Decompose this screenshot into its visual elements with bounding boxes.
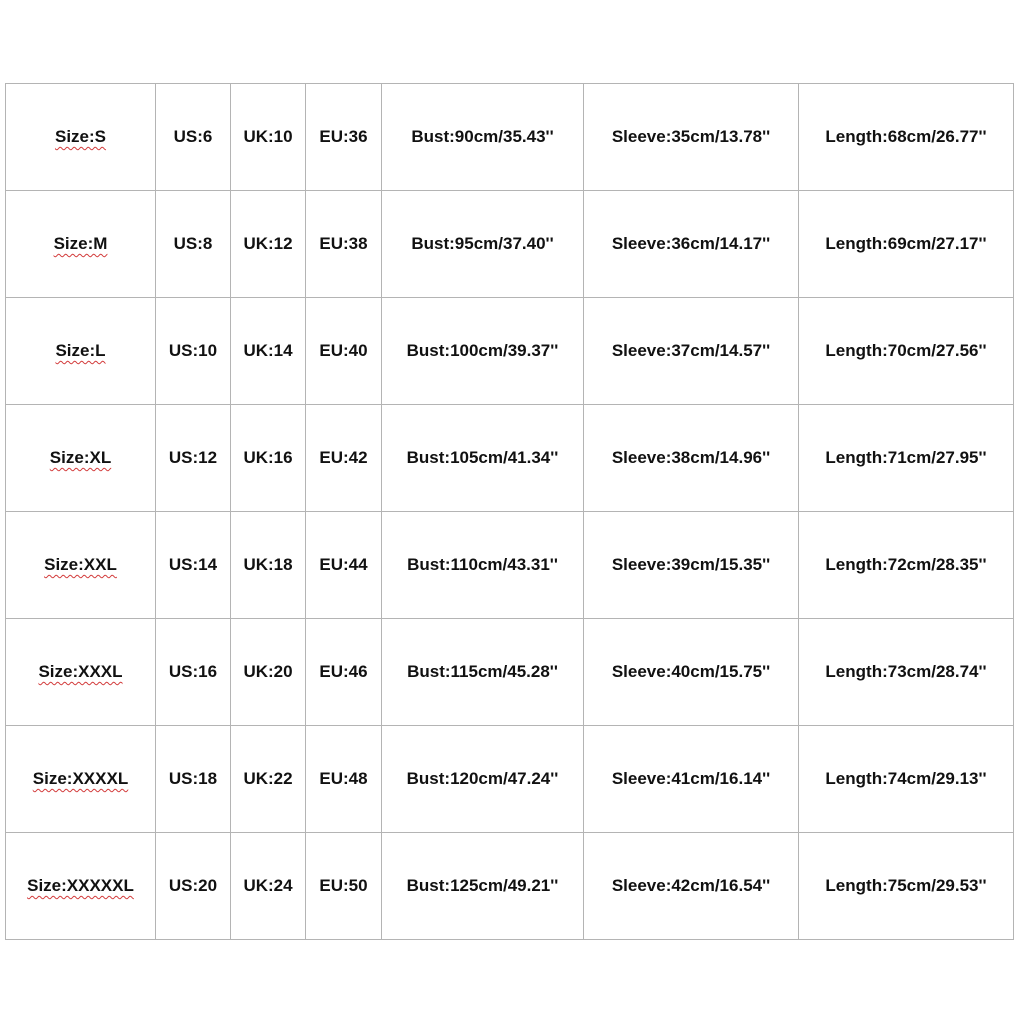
- length-cell: Length:70cm/27.56'': [799, 298, 1014, 405]
- sleeve-cell: Sleeve:40cm/15.75'': [584, 619, 799, 726]
- table-row: [6, 298, 1014, 405]
- eu-size-cell: EU:50: [306, 833, 382, 940]
- size-cell: Size:XXXXL: [6, 726, 156, 833]
- sleeve-cell: Sleeve:41cm/16.14'': [584, 726, 799, 833]
- table-row: [6, 84, 1014, 191]
- size-cell: Size:XL: [6, 405, 156, 512]
- uk-size-cell: UK:14: [231, 298, 306, 405]
- length-cell: Length:69cm/27.17'': [799, 191, 1014, 298]
- bust-cell: Bust:125cm/49.21'': [382, 833, 584, 940]
- size-cell: Size:XXXXXL: [6, 833, 156, 940]
- us-size-cell: US:20: [156, 833, 231, 940]
- length-cell: Length:75cm/29.53'': [799, 833, 1014, 940]
- eu-size-cell: EU:44: [306, 512, 382, 619]
- table-row: [6, 512, 1014, 619]
- sleeve-cell: Sleeve:39cm/15.35'': [584, 512, 799, 619]
- sleeve-cell: Sleeve:38cm/14.96'': [584, 405, 799, 512]
- sleeve-cell: Sleeve:35cm/13.78'': [584, 84, 799, 191]
- uk-size-cell: UK:20: [231, 619, 306, 726]
- length-cell: Length:73cm/28.74'': [799, 619, 1014, 726]
- size-cell: Size:M: [6, 191, 156, 298]
- bust-cell: Bust:120cm/47.24'': [382, 726, 584, 833]
- bust-cell: Bust:115cm/45.28'': [382, 619, 584, 726]
- table-row: [6, 405, 1014, 512]
- length-cell: Length:68cm/26.77'': [799, 84, 1014, 191]
- uk-size-cell: UK:22: [231, 726, 306, 833]
- table-row: [6, 726, 1014, 833]
- sleeve-cell: Sleeve:37cm/14.57'': [584, 298, 799, 405]
- eu-size-cell: EU:38: [306, 191, 382, 298]
- us-size-cell: US:10: [156, 298, 231, 405]
- table-row: [6, 191, 1014, 298]
- size-cell: Size:L: [6, 298, 156, 405]
- sleeve-cell: Sleeve:36cm/14.17'': [584, 191, 799, 298]
- table-row: [6, 619, 1014, 726]
- eu-size-cell: EU:36: [306, 84, 382, 191]
- us-size-cell: US:16: [156, 619, 231, 726]
- eu-size-cell: EU:46: [306, 619, 382, 726]
- uk-size-cell: UK:24: [231, 833, 306, 940]
- length-cell: Length:74cm/29.13'': [799, 726, 1014, 833]
- uk-size-cell: UK:18: [231, 512, 306, 619]
- us-size-cell: US:8: [156, 191, 231, 298]
- size-cell: Size:XXL: [6, 512, 156, 619]
- eu-size-cell: EU:48: [306, 726, 382, 833]
- table-row: [6, 833, 1014, 940]
- us-size-cell: US:18: [156, 726, 231, 833]
- bust-cell: Bust:110cm/43.31'': [382, 512, 584, 619]
- length-cell: Length:72cm/28.35'': [799, 512, 1014, 619]
- size-cell: Size:XXXL: [6, 619, 156, 726]
- uk-size-cell: UK:16: [231, 405, 306, 512]
- bust-cell: Bust:100cm/39.37'': [382, 298, 584, 405]
- uk-size-cell: UK:10: [231, 84, 306, 191]
- length-cell: Length:71cm/27.95'': [799, 405, 1014, 512]
- size-chart-table: [5, 83, 1014, 940]
- size-cell: Size:S: [6, 84, 156, 191]
- eu-size-cell: EU:40: [306, 298, 382, 405]
- bust-cell: Bust:105cm/41.34'': [382, 405, 584, 512]
- us-size-cell: US:6: [156, 84, 231, 191]
- bust-cell: Bust:95cm/37.40'': [382, 191, 584, 298]
- uk-size-cell: UK:12: [231, 191, 306, 298]
- us-size-cell: US:14: [156, 512, 231, 619]
- eu-size-cell: EU:42: [306, 405, 382, 512]
- sleeve-cell: Sleeve:42cm/16.54'': [584, 833, 799, 940]
- us-size-cell: US:12: [156, 405, 231, 512]
- bust-cell: Bust:90cm/35.43'': [382, 84, 584, 191]
